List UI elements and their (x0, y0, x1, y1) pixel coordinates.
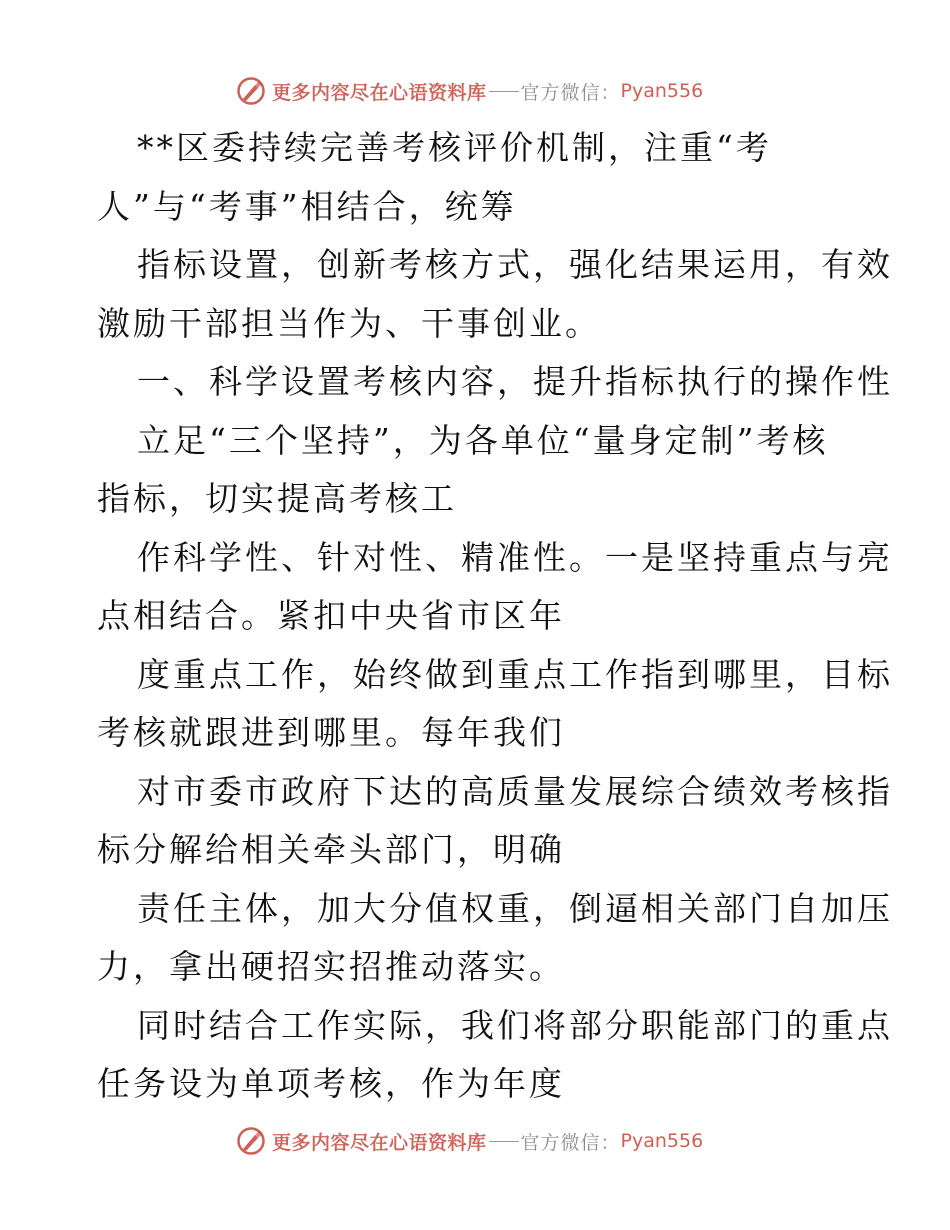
body-line: 指标，切实提高考核工 (97, 479, 457, 518)
body-line: 任务设为单项考核，作为年度 (97, 1064, 565, 1103)
watermark-logo-icon (236, 76, 266, 106)
body-line: 人”与“考事”相结合，统筹 (97, 186, 517, 226)
body-line: 点相结合。紧扣中央省市区年 (97, 596, 565, 635)
watermark-title: 更多内容尽在心语资料库 (272, 1131, 487, 1154)
watermark-title: 更多内容尽在心语资料库 (272, 81, 487, 104)
body-line: **区委持续完善考核评价机制，注重“考 (137, 128, 772, 167)
body-line: 同时结合工作实际，我们将部分职能部门的重点 (137, 1005, 893, 1045)
watermark-logo-icon (236, 1126, 266, 1156)
body-line: 考核就跟进到哪里。每年我们 (97, 713, 565, 752)
body-line: 标分解给相关牵头部门，明确 (97, 830, 565, 869)
watermark-wechat-id: Pyan556 (620, 1130, 704, 1152)
header-watermark (236, 74, 703, 108)
body-line: 对市委市政府下达的高质量发展综合绩效考核指 (137, 771, 893, 811)
body-line: 度重点工作，始终做到重点工作指到哪里，目标 (137, 654, 893, 694)
watermark-dash (489, 91, 519, 92)
body-line: 力，拿出硬招实招推动落实。 (97, 947, 565, 986)
body-line: 立足“三个坚持”，为各单位“量身定制”考核 (137, 420, 829, 460)
footer-watermark (236, 1124, 703, 1158)
watermark-subtitle: 官方微信： (520, 1131, 621, 1154)
body-line: 激励干部担当作为、干事创业。 (97, 303, 601, 343)
body-line: 指标设置，创新考核方式，强化结果运用，有效 (137, 245, 893, 284)
watermark-subtitle: 官方微信： (520, 81, 621, 104)
watermark-dash (489, 1141, 519, 1142)
body-line: 作科学性、针对性、精准性。一是坚持重点与亮 (137, 537, 893, 577)
body-line: 责任主体，加大分值权重，倒逼相关部门自加压 (137, 888, 893, 928)
document-body (97, 125, 893, 1120)
watermark-wechat-id: Pyan556 (620, 80, 704, 102)
section-heading: 一、科学设置考核内容，提升指标执行的操作性 (137, 362, 893, 401)
